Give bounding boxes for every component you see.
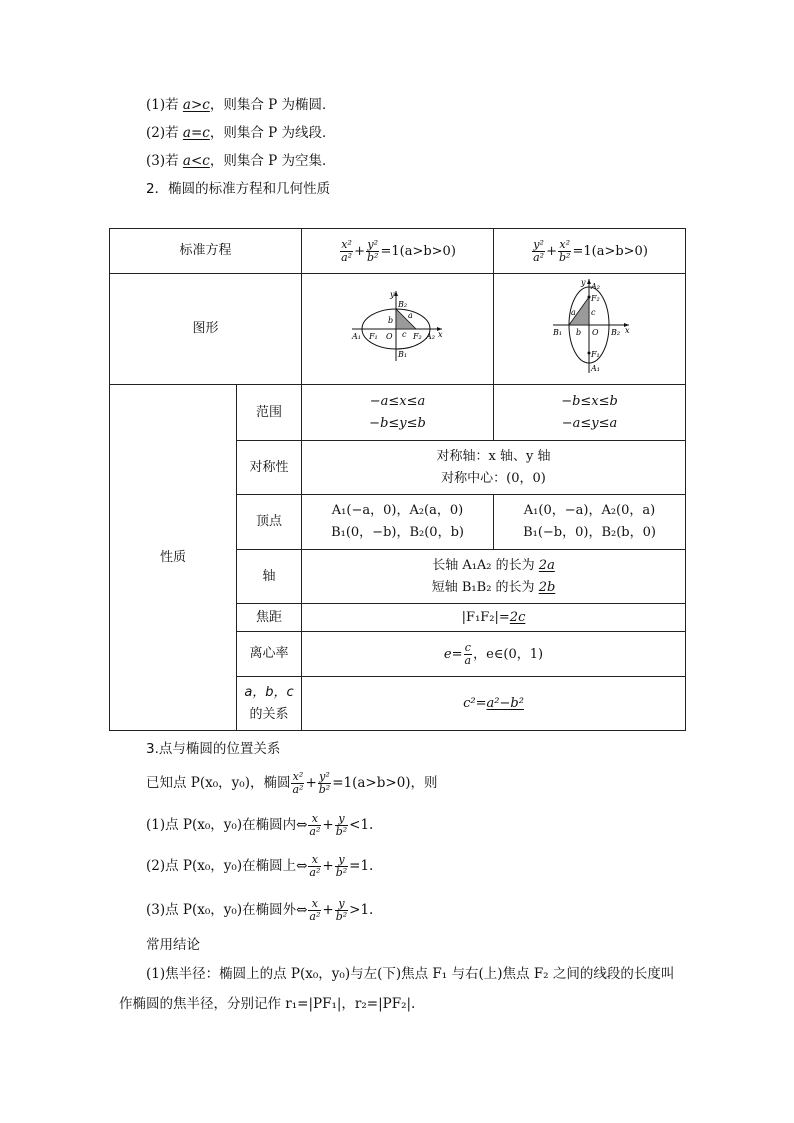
p2-num-x: x [308,854,321,867]
intro-item-2-suffix: ，则集合 P 为线段． [209,125,336,141]
section-2-title: 2．椭圆的标准方程和几何性质 [146,181,331,197]
p3-den-b: b² [335,910,348,923]
table-row-equation [110,229,686,274]
p1-frac-x [308,813,321,838]
given-frac-x [291,771,304,796]
symmetry-value [302,441,686,495]
p3-frac-y [335,898,348,923]
fig2-label-b1: B₁ [552,328,562,337]
ecc-frac [464,642,473,667]
p2-den-b: b² [335,866,348,879]
eq2-frac-x [558,239,571,264]
fig1-label-b2: B₂ [397,300,407,309]
vertex1-line1: A₁(−a，0)，A₂(a，0) [331,503,464,518]
table-row-range [110,385,686,441]
fig1-label-f1: F₁ [368,332,378,341]
axis-line2-value: 2b [538,579,556,595]
relation-label-line1: a，b，c [244,684,294,700]
vertex-horizontal [302,495,494,550]
section-3-given: 已知点 P(x₀，y₀)，椭圆 $\frac{\text{x²}}{\text{a²}}$ + $\frac{\text{y²}}{\text{b²}}$ =1(a>b>0)，则 [146,770,438,796]
figure-header: 图形 [110,274,302,385]
given-den-b: b² [318,783,331,796]
given-tail: =1(a>b>0)，则 [332,775,438,791]
properties-header: 性质 [110,385,237,731]
range-label: 范围 [237,385,302,441]
vertex2-line1: A₁(0，−a)，A₂(0，a) [523,503,656,518]
eq2-tail: =1(a>b>0) [572,243,648,259]
given-den-a: a² [292,783,304,796]
intro-item-1 [146,96,336,114]
eq1-den-a: a² [341,250,353,264]
fig2-label-a: a [570,308,576,317]
fig2-label-y: y [580,278,586,287]
fig1-label-b1: B₁ [397,350,407,359]
p1-den-a: a² [309,825,321,838]
intro-item-1-prefix: (1)若 [146,97,183,113]
axis-value [302,550,686,604]
figure-horizontal-cell [302,274,494,385]
p2-num-y: y [335,854,348,867]
p2-den-a: a² [309,866,321,879]
p1-num-y: y [335,813,348,826]
equation-vertical: $\frac{\text{y²}}{\text{a²}}$ + $\frac{\text{x²}}{\text{b²}}$ =1(a>b>0) [494,229,686,274]
given-num-x: x² [292,770,304,783]
relation-answer: a²−b² [486,695,524,711]
fig1-label-o: O [385,332,393,341]
p2-frac-y [335,854,348,879]
ecc-num: c [464,640,471,654]
intro-item-1-suffix: ，则集合 P 为椭圆． [209,97,336,113]
range-vertical [494,385,686,441]
given-frac-y [318,771,331,796]
intro-item-1-condition: a>c [182,97,210,113]
ecc-tail: ，e∈(0，1) [473,646,544,662]
fig2-label-f2: F₂ [590,294,600,303]
p3-tail: >1. [349,902,374,918]
p3-den-a: a² [309,910,321,923]
eccentricity-value [302,632,686,677]
p2-frac-x [308,854,321,879]
axis-line1 [304,555,683,577]
conclusions-title: 常用结论 [146,937,200,953]
ecc-prefix: e= [443,646,463,662]
fig2-label-x: x [624,326,630,335]
symmetry-label: 对称性 [237,441,302,495]
p1-den-b: b² [335,825,348,838]
focal-prefix: |F₁F₂|= [461,609,510,625]
eq1-den-b: b² [367,250,379,264]
conclusion-line-2: 作椭圆的焦半径，分别记作 r₁=|PF₁|，r₂=|PF₂|. [119,996,416,1012]
eq2-frac-y [532,239,545,264]
vertex-label: 顶点 [237,495,302,550]
p1-frac-y [335,813,348,838]
relation-value [302,677,686,731]
eq2-num-x: x² [559,237,571,251]
intro-item-3-condition: a<c [182,153,210,169]
figure-vertical-cell [494,274,686,385]
symmetry-line1: 对称轴：x 轴、y 轴 [436,448,551,464]
position-outside: (3)点 P(x₀，y₀)在椭圆外⇔ $\frac{x}{\text{a²}}$ + $\frac{y}{\text{b²}}$ >1. [146,897,374,923]
fig2-label-b2: B₂ [610,328,620,337]
position-inside: (1)点 P(x₀，y₀)在椭圆内⇔ $\frac{x}{\text{a²}}$ + $\frac{y}{\text{b²}}$ <1. [146,812,374,838]
eq1-frac-y [366,239,379,264]
eq1-num-y: y² [367,237,379,251]
given-prefix: 已知点 P(x₀，y₀)，椭圆 [146,775,291,791]
intro-item-2 [146,124,336,142]
fig1-label-c: c [401,330,406,339]
relation-prefix: c²= [463,695,487,711]
axis-line1-value: 2a [538,557,555,573]
eq1-tail: =1(a>b>0) [380,243,456,259]
p3-num-x: x [308,898,321,911]
fig2-label-a1: A₁ [590,364,600,373]
p1-prefix: (1)点 P(x₀，y₀)在椭圆内⇔ [146,817,308,833]
eccentricity-label: 离心率 [237,632,302,677]
p3-frac-x [308,898,321,923]
fig2-label-c: c [590,308,595,317]
given-num-y: y² [319,770,330,783]
intro-item-2-prefix: (2)若 [146,125,183,141]
section-3-title: 3.点与椭圆的位置关系 [146,741,281,757]
focal-label: 焦距 [237,604,302,632]
vertex2-line2: B₁(−b，0)，B₂(b，0) [523,525,656,540]
fig2-label-f1: F₁ [590,350,600,359]
equation-horizontal: $\frac{\text{x²}}{\text{a²}}$ + $\frac{\text{y²}}{\text{b²}}$ =1(a>b>0) [302,229,494,274]
fig2-label-a2: A₂ [590,282,600,291]
position-on: (2)点 P(x₀，y₀)在椭圆上⇔ $\frac{x}{\text{a²}}$ + $\frac{y}{\text{b²}}$ =1. [146,853,374,879]
ecc-den: a [464,653,472,667]
symmetry-line2: 对称中心：(0，0) [441,470,546,486]
p2-prefix: (2)点 P(x₀，y₀)在椭圆上⇔ [146,858,308,874]
p1-tail: <1. [349,817,374,833]
eq1-num-x: x² [341,237,352,251]
intro-item-3-suffix: ，则集合 P 为空集． [209,153,336,169]
ellipse-properties-table [109,228,686,731]
p3-num-y: y [335,898,348,911]
range2-line1: −b≤x≤b [561,393,618,409]
axis-line2 [304,577,683,599]
eq2-den-a: a² [533,250,545,264]
vertical-ellipse-diagram [545,275,635,375]
range1-line1: −a≤x≤a [369,393,426,409]
range1-line2: −b≤y≤b [369,415,426,431]
intro-item-3 [146,152,336,170]
p2-tail: =1. [349,858,374,874]
fig1-label-a1: A₁ [351,332,361,341]
vertex-vertical [494,495,686,550]
equation-header: 标准方程 [110,229,302,274]
eq2-num-y: y² [533,237,544,251]
axis-line1-prefix: 长轴 A₁A₂ 的长为 [432,557,539,573]
vertex1-line2: B₁(0，−b)，B₂(0，b) [331,525,464,540]
table-row-figure [110,274,686,385]
horizontal-ellipse-diagram [350,285,446,365]
range2-line2: −a≤y≤a [561,415,618,431]
intro-item-3-prefix: (3)若 [146,153,183,169]
focal-value [302,604,686,632]
fig1-label-f2: F₂ [412,332,422,341]
fig1-label-x: x [437,330,443,339]
axis-label: 轴 [237,550,302,604]
intro-item-2-condition: a=c [182,125,210,141]
relation-label-line2: 的关系 [249,706,289,722]
range-horizontal [302,385,494,441]
eq1-frac-x [340,239,353,264]
fig2-label-b: b [575,328,581,337]
fig1-label-a2: A₂ [425,332,435,341]
fig1-label-a: a [407,311,413,320]
axis-line2-prefix: 短轴 B₁B₂ 的长为 [431,579,539,595]
eq2-den-b: b² [559,250,571,264]
p1-num-x: x [308,813,321,826]
focal-answer: 2c [509,609,526,625]
conclusion-line-1: (1)焦半径：椭圆上的点 P(x₀，y₀)与左(下)焦点 F₁ 与右(上)焦点 F₂ 之间的线段的长度叫 [146,966,675,982]
fig1-label-b: b [387,316,393,325]
fig1-label-y: y [389,290,395,299]
fig2-label-o: O [591,328,599,337]
p3-prefix: (3)点 P(x₀，y₀)在椭圆外⇔ [146,902,308,918]
relation-label [237,677,302,731]
